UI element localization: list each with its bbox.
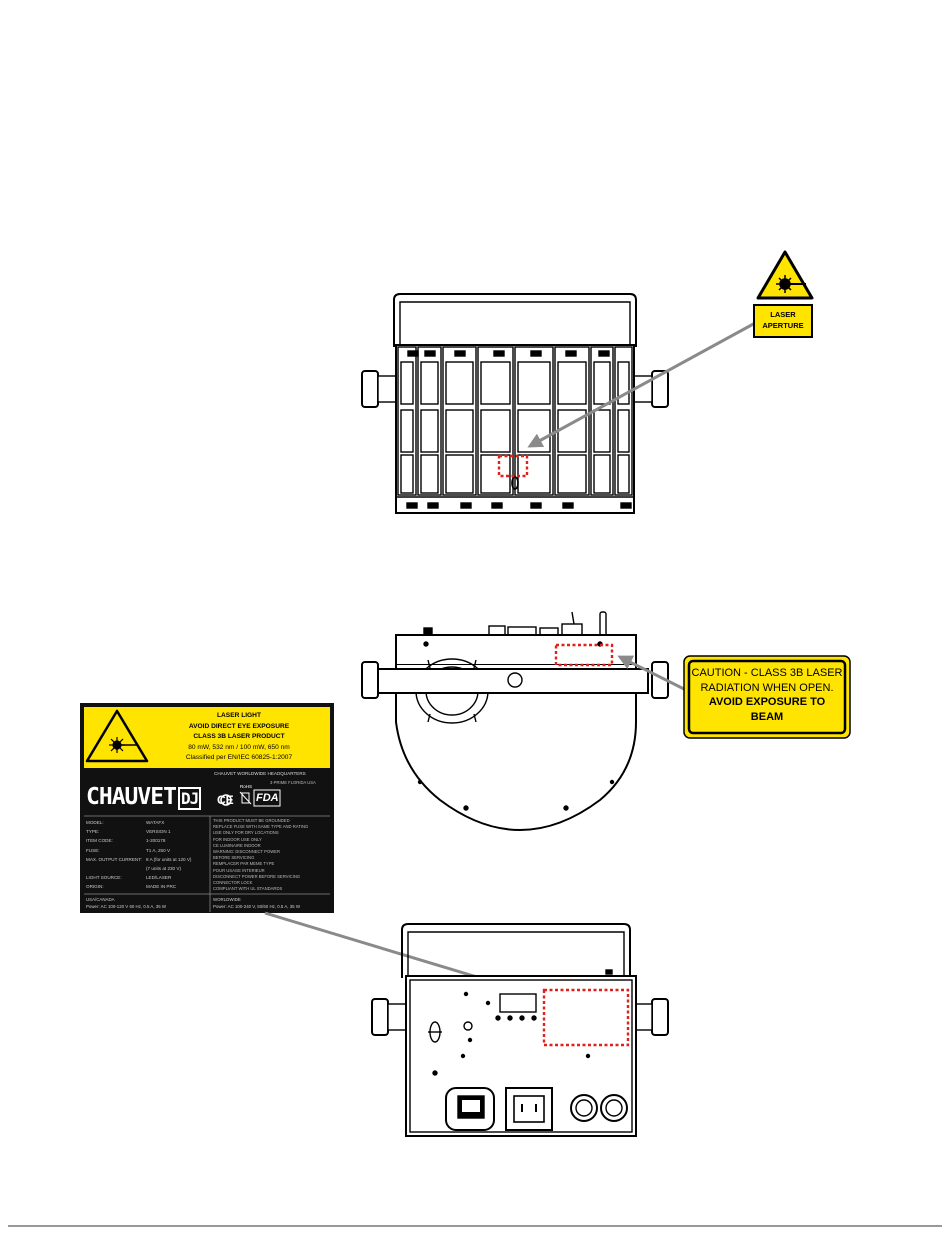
note-line: REPLACE FUSE WITH SAME TYPE AND RATING [213, 824, 309, 830]
footer-right-text: Power: AC 100-240 V, 50/60 Hz, 0.5 A, 35 W [213, 904, 300, 909]
label-notes [213, 818, 329, 892]
note-line: THIS PRODUCT MUST BE GROUNDED [213, 818, 290, 823]
caution-line-1: CAUTION - CLASS 3B LASER [691, 667, 843, 679]
rear-view-diagram [372, 924, 668, 1136]
top-view-diagram [362, 612, 668, 830]
caution-line-2: RADIATION WHEN OPEN. [700, 681, 834, 694]
note-line: CE LUMINAIRE INDOOR [213, 842, 261, 848]
aperture-label-text [754, 309, 812, 331]
spec-value: MADE IN PRC [146, 884, 177, 890]
footer-left [86, 896, 208, 910]
spec-label: LIGHT SOURCE: [86, 875, 122, 881]
hq-sub: 3-PRIME FLORIDA USA [270, 780, 316, 785]
note-line: COMPLIANT WITH UL STANDARDS [213, 886, 283, 892]
note-line: DISCONNECT POWER BEFORE SERVICING [213, 873, 301, 879]
spec-value: 1-200178 [146, 838, 166, 844]
spec-row [86, 882, 208, 891]
aperture-line-2: APERTURE [762, 321, 804, 330]
caution-line-3: AVOID EXPOSURE TO [708, 696, 826, 708]
spec-label: ORIGIN: [86, 884, 104, 890]
spec-label: MODEL: [86, 820, 104, 825]
footer-right [213, 896, 329, 910]
spec-label: ITEM CODE: [86, 838, 113, 844]
note-line: REMPLACER PAR MEME TYPE [213, 861, 275, 867]
spec-value: (7 units at 230 V) [146, 866, 181, 872]
product-laser-text [150, 711, 328, 764]
aperture-line-1: LASER [770, 310, 796, 319]
footer-left-title: USA/CANADA [86, 897, 115, 902]
laser-line-5: Classified per EN/IEC 60825-1:2007 [185, 754, 293, 762]
spec-label [86, 864, 146, 873]
spec-value: LED/LASER [146, 875, 172, 881]
spec-row [86, 827, 208, 836]
brand-name: CHAUVET [86, 784, 176, 810]
laser-line-2: AVOID DIRECT EYE EXPOSURE [188, 722, 290, 730]
note-line: BEFORE SERVICING [213, 855, 255, 861]
note-line: CONNECTOR LOCK [213, 880, 253, 886]
spec-row [86, 864, 208, 873]
chauvet-logo [86, 784, 201, 810]
hq-title: CHAUVET WORLDWIDE HEADQUARTERS [214, 771, 306, 776]
footer-right-title: WORLDWIDE [213, 897, 241, 902]
spec-label: MAX. OUTPUT CURRENT: [86, 856, 142, 862]
spec-value: T1 A, 250 V [146, 847, 171, 853]
footer-left-text: Power: AC 100-120 V 60 Hz, 0.5 A, 35 W [86, 904, 167, 909]
spec-value: 8 A (for units at 120 V) [146, 856, 192, 862]
brand-suffix: DJ [178, 787, 201, 810]
laser-line-3: CLASS 3B LASER PRODUCT [193, 733, 285, 741]
spec-label: FUSE: [86, 847, 100, 853]
fda-mark: FDA [256, 792, 279, 804]
laser-line-1: LASER LIGHT [217, 712, 261, 719]
note-line: USE ONLY FOR DRY LOCATIONS [213, 830, 279, 836]
spec-row [86, 836, 208, 845]
front-view-diagram [362, 294, 668, 513]
spec-row [86, 846, 208, 855]
laser-line-4: 80 mW, 532 nm / 100 mW, 650 nm [188, 743, 290, 751]
spec-table [86, 818, 208, 892]
spec-value: WATAFX [146, 820, 165, 825]
note-line: FOR INDOOR USE ONLY [213, 836, 262, 842]
spec-row [86, 855, 208, 864]
ce-mark: CE [217, 793, 234, 807]
caution-line-4: BEAM [750, 710, 784, 723]
note-line: POUR USAGE INTERIEUR [213, 867, 265, 873]
spec-row [86, 873, 208, 882]
spec-row [86, 818, 208, 827]
spec-value: VERSION 1 [146, 829, 171, 835]
note-line: WARNING: DISCONNECT POWER [213, 849, 281, 855]
spec-label: TYPE: [86, 829, 100, 835]
caution-label-text [690, 666, 844, 724]
rohs-mark: RoHS [240, 784, 253, 789]
